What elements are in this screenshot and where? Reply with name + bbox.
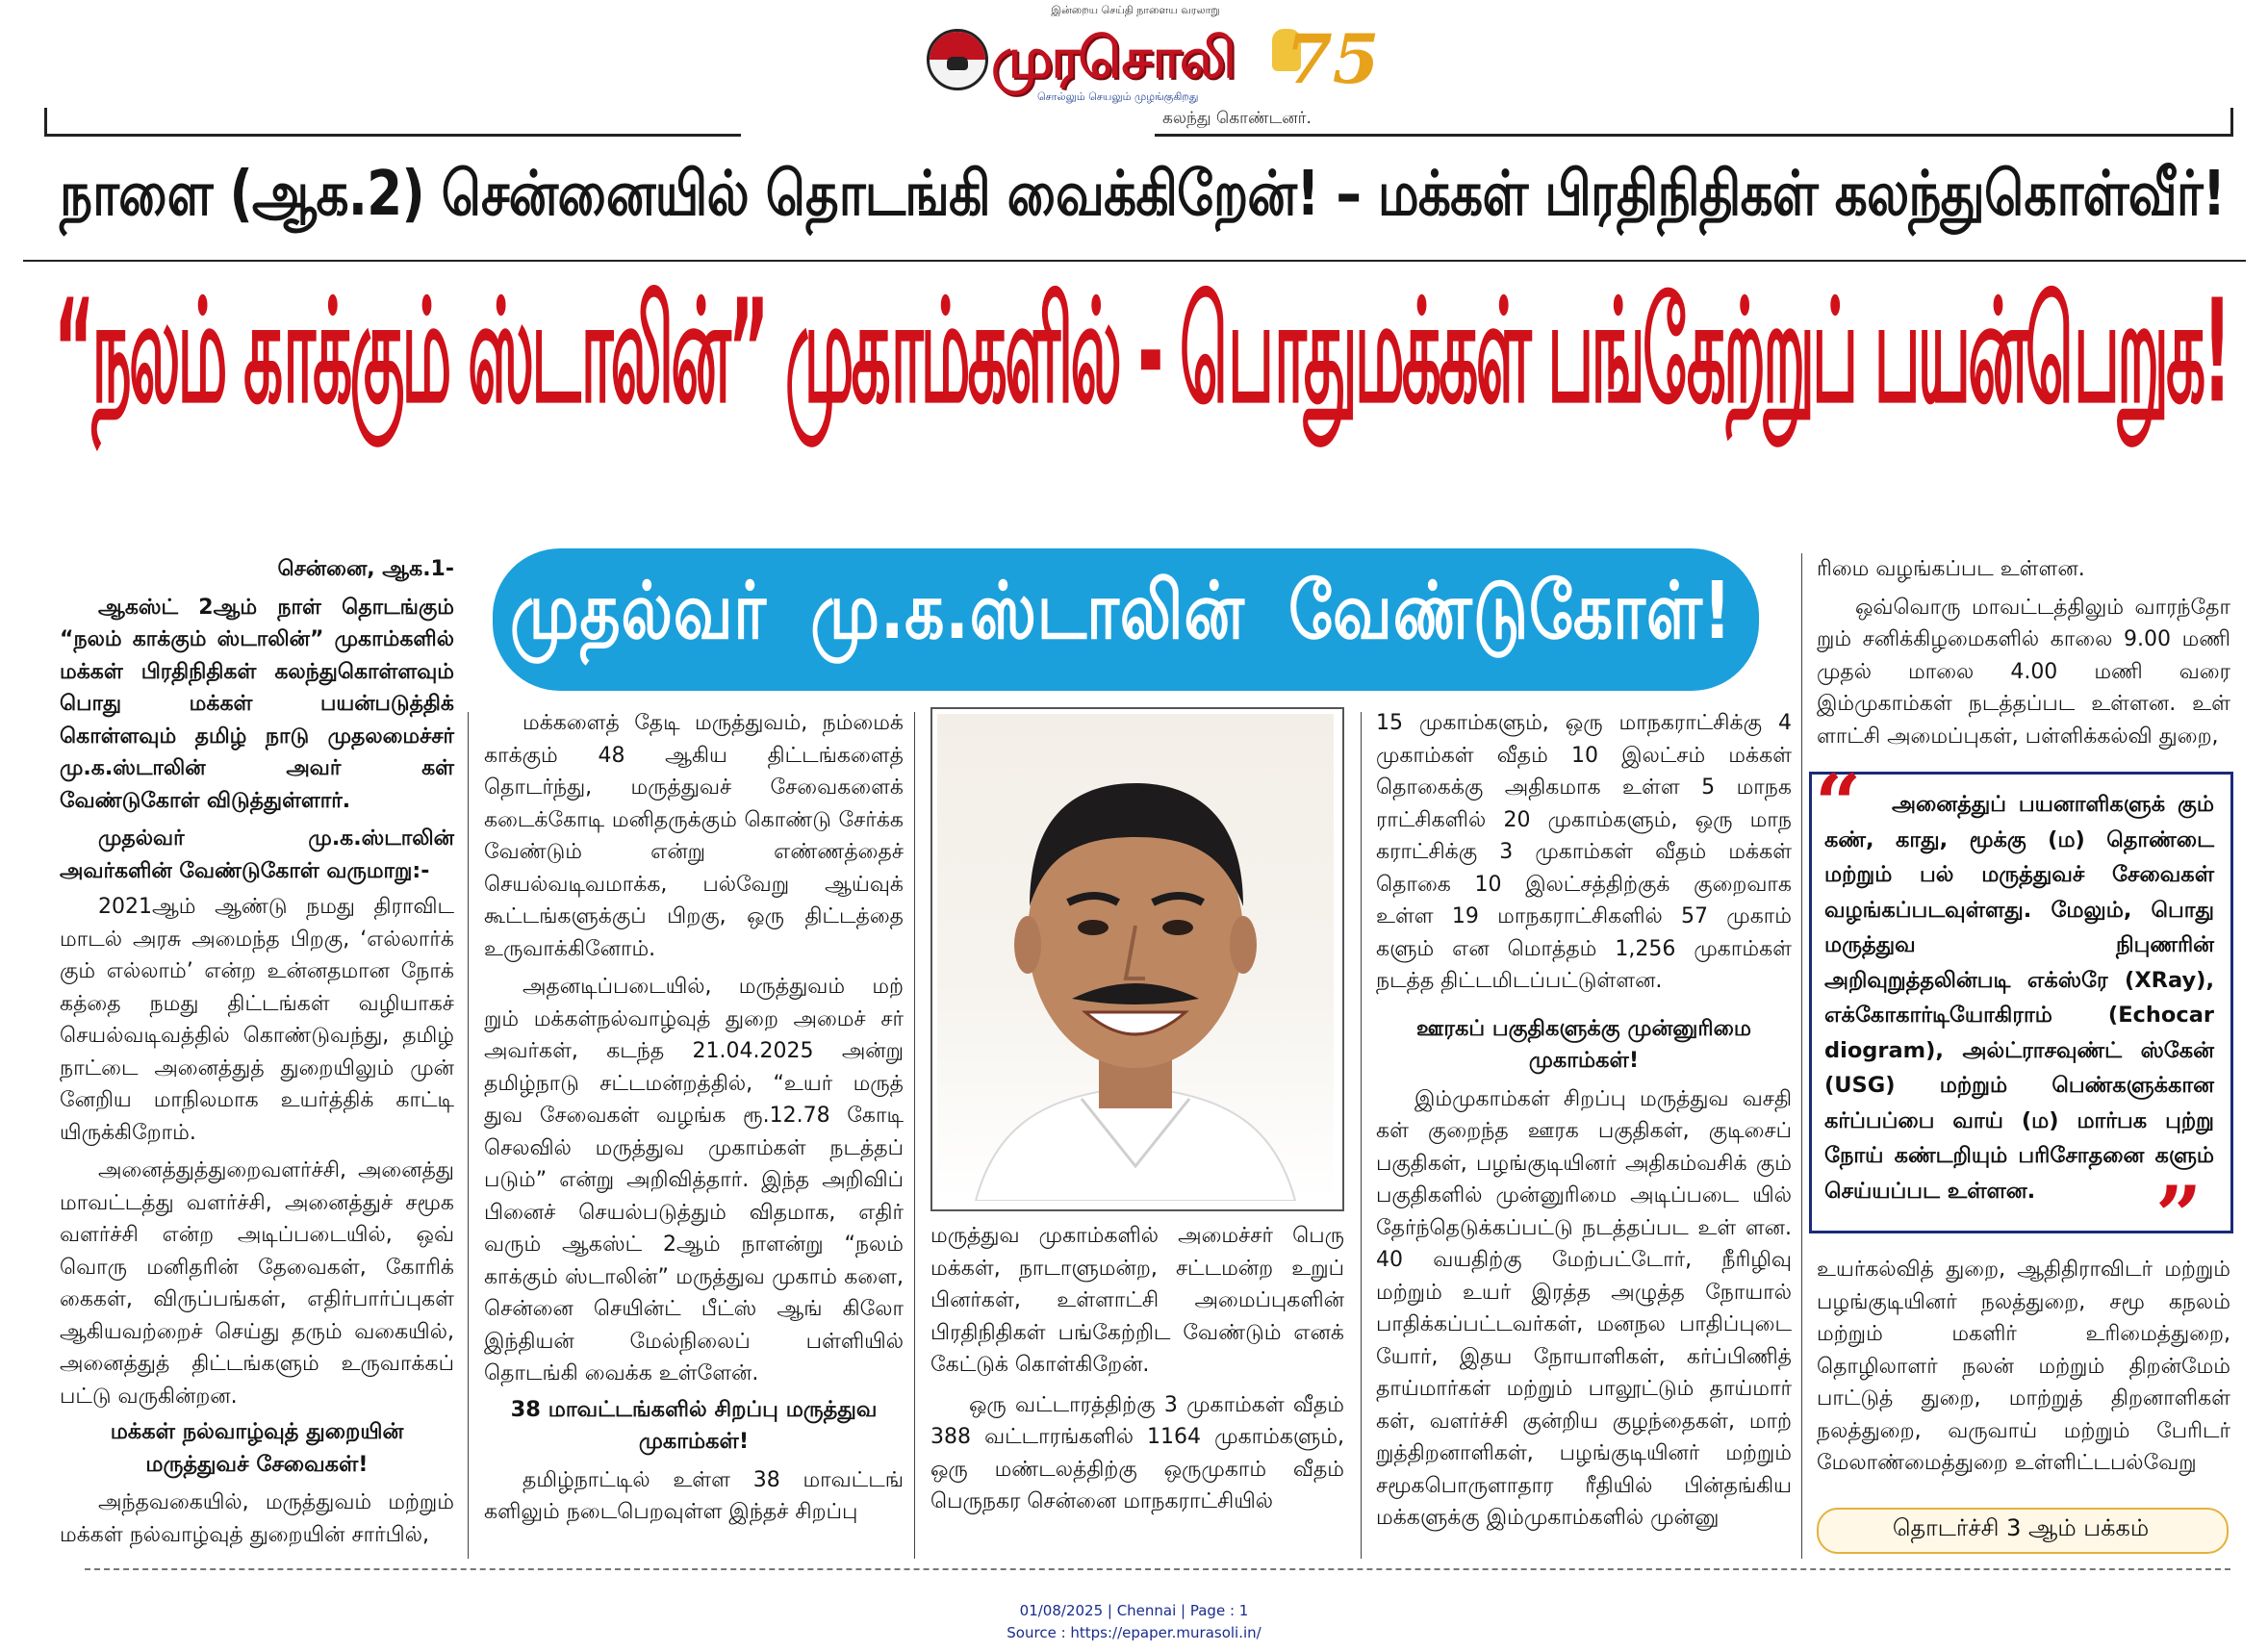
column-rule	[1361, 712, 1362, 1559]
paragraph: ஒரு வட்டாரத்திற்கு 3 முகாம்கள் வீதம் 388 வட்டாரங்களில் 1164 முகாம்களும், ஒரு மண்டலத்திற்கு ஒருமுகாம் வீதம் பெருநகர சென்னை மாநகராட்சியில்	[930, 1392, 1344, 1513]
column-rule	[468, 712, 469, 1559]
section-subheading: மக்கள் நல்வாழ்வுத் துறையின் மருத்துவச் சேவைகள்!	[110, 1419, 404, 1477]
chief-minister-photo	[937, 714, 1334, 1201]
kicker-headline: நாளை (ஆக.2) சென்னையில் தொடங்கி வைக்கிறேன்! – மக்கள் பிரதிநிதிகள் கலந்துகொள்வீர்!	[60, 159, 2226, 230]
paragraph: மருத்துவ முகாம்களில் அமைச்சர் பெரு மக்கள், நாடாளுமன்ற, சட்டமன்ற உறுப் பினர்கள், உள்ளாட்சி அமைப்புகளின் பிரதிநிதிகள் பங்கேற்றிட வேண்டும் எனக் கேட்டுக் கொள்கிறேன்.	[930, 1224, 1344, 1377]
top-strip-border-left	[44, 108, 741, 137]
paragraph: 2021ஆம் ஆண்டு நமது திராவிட மாடல் அரசு அமைந்த பிறகு, ‘எல்லார்க் கும் எல்லாம்’ என்ற உன்னதமான நோக் கத்தை நமது திட்டங்கள் வழியாகச் செயல்வடிவத்தில் கொண்டுவந்து, தமிழ் நாட்டை அனைத்துத் துறையிலும் முன் னேறிய மாநிலமாக உயர்த்திக் காட்டி யிருக்கிறோம்.	[60, 895, 454, 1145]
paragraph: அனைத்துத்துறைவளர்ச்சி, அனைத்து மாவட்டத்து வளர்ச்சி, அனைத்துச் சமூக வளர்ச்சி என்ற அடிப்படையில், ஒவ் வொரு மனிதரின் தேவைகள், கோரிக் கைகள், விருப்பங்கள், எதிர்பார்ப்புகள் ஆகியவற்றைச் செய்து தரும் வகையில், அனைத்துத் திட்டங்களும் உருவாக்கப் பட்டு வருகின்றன.	[60, 1158, 454, 1409]
column-rule	[1801, 553, 1802, 1559]
party-emblem-icon	[927, 29, 988, 90]
continued-label: தொடர்ச்சி 3 ஆம் பக்கம்	[1892, 1514, 2150, 1541]
article-column-5-continued	[1817, 1254, 2230, 1480]
open-quote-icon: “	[1815, 756, 1862, 851]
paragraph: தமிழ்நாட்டில் உள்ள 38 மாவட்டங் களிலும் நடைபெறவுள்ள இந்தச் சிறப்பு	[484, 1467, 904, 1524]
paragraph: 15 முகாம்களும், ஒரு மாநகராட்சிக்கு 4 முகாம்கள் வீதம் 10 இலட்சம் மக்கள் தொகைக்கு அதிகமாக உள்ள 5 மாநக ராட்சிகளில் 20 முகாம்களும், ஒரு மாந கராட்சிக்கு 3 முகாம்கள் வீதம் மக்கள் தொகை 10 இலட்சத்திற்குக் குறைவாக உள்ள 19 மாநகராட்சிகளில் 57 முகாம் களும் என மொத்தம் 1,256 முகாம்கள் நடத்த திட்டமிடப்பட்டுள்ளன.	[1376, 711, 1792, 993]
article-column-4	[1376, 707, 1792, 1535]
paragraph: மக்களைத் தேடி மருத்துவம், நம்மைக் காக்கும் 48 ஆகிய திட்டங்களைத் தொடர்ந்து, மருத்துவச் சேவைகளைக் கடைக்கோடி மனிதருக்கும் கொண்டு சேர்க்க வேண்டும் என்று எண்ணத்தைச் செயல்வடிவமாக்க, பல்வேறு ஆய்வுக் கூட்டங்களுக்குப் பிறகு, ஒரு திட்டத்தை உருவாக்கினோம்.	[484, 711, 904, 961]
top-strip-border-right	[1155, 108, 2233, 137]
close-quote-icon: ”	[2155, 1168, 2203, 1263]
footer-divider	[85, 1568, 2230, 1570]
anniversary-badge: 75	[1286, 19, 1380, 99]
lead-paragraph: முதல்வர் மு.க.ஸ்டாலின் அவர்களின் வேண்டுகோள் வருமாறு:-	[60, 826, 454, 883]
footer-source: Source : https://epaper.murasoli.in/	[1007, 1624, 1261, 1641]
logo-subtitle: சொல்லும் செயலும் முழங்குகிறது	[1037, 90, 1199, 103]
dateline: சென்னை, ஆக.1-	[277, 557, 454, 581]
footer-edition-info: 01/08/2025 | Chennai | Page : 1	[1019, 1602, 1249, 1619]
paragraph: அந்தவகையில், மருத்துவம் மற்றும் மக்கள் நல்வாழ்வுத் துறையின் சார்பில்,	[60, 1490, 454, 1547]
pull-quote-text: அனைத்துப் பயனாளிகளுக் கும் கண், காது, மூக்கு (ம) தொண்டை மற்றும் பல் மருத்துவச் சேவைகள் வழங்கப்படவுள்ளது. மேலும், பொது மருத்துவ நிபுணரின் அறிவுறுத்தலின்படி எக்ஸ்ரே (XRay), எக்கோகார்டியோகிராம் (Echocar diogram), அல்ட்ராசவுண்ட் ஸ்கேன் (USG) மற்றும் பெண்களுக்கான கர்ப்பப்பை வாய் (ம) மார்பக புற்று நோய் கண்டறியும் பரிசோதனை களும் செய்யப்பட உள்ளன.	[1824, 792, 2214, 1204]
article-column-1	[60, 553, 454, 1551]
kicker-divider	[23, 260, 2246, 262]
paragraph: ஒவ்வொரு மாவட்டத்திலும் வாரந்தோ றும் சனிக்கிழமைகளில் காலை 9.00 மணி முதல் மாலை 4.00 மணி வரை இம்முகாம்கள் நடத்தப்பட உள்ளன. உள் ளாட்சி அமைப்புகள், பள்ளிக்கல்வி துறை,	[1817, 595, 2230, 749]
intro-paragraph: ஆகஸ்ட் 2ஆம் நாள் தொடங்கும் “நலம் காக்கும் ஸ்டாலின்” முகாம்களில் மக்கள் பிரதிநிதிகள் கலந்துகொள்ளவும் பொது மக்கள் பயன்படுத்திக் கொள்ளவும் தமிழ் நாடு முதலமைச்சர் மு.க.ஸ்டாலின் அவர் கள் வேண்டுகோள் விடுத்துள்ளார்.	[60, 595, 454, 813]
section-subheading: 38 மாவட்டங்களில் சிறப்பு மருத்துவ முகாம்கள்!	[510, 1396, 878, 1454]
masthead-tagline: இன்றைய செய்தி நாளைய வரலாறு	[1051, 4, 1220, 16]
newspaper-logo: முரசொலி	[991, 25, 1235, 90]
article-column-2	[484, 707, 904, 1529]
portrait-illustration	[937, 714, 1334, 1201]
article-column-3	[930, 1220, 1344, 1518]
article-column-5	[1817, 553, 2230, 752]
section-subheading: ஊரகப் பகுதிகளுக்கு முன்னுரிமை முகாம்கள்!	[1416, 1015, 1751, 1073]
column-rule	[914, 712, 915, 1559]
subhead-banner-text: முதல்வர் மு.க.ஸ்டாலின் வேண்டுகோள்!	[510, 566, 1733, 657]
paragraph: உயர்கல்வித் துறை, ஆதிதிராவிடர் மற்றும் பழங்குடியினர் நலத்துறை, சமூ கநலம் மற்றும் மகளிர் உரிமைத்துறை, தொழிலாளர் நலன் மற்றும் திறன்மேம் பாட்டுத் துறை, மாற்றுத் திறனாளிகள் நலத்துறை, வருவாய் மற்றும் பேரிடர் மேலாண்மைத்துறை உள்ளிட்டபல்வேறு	[1817, 1258, 2230, 1475]
previous-article-tail: கலந்து கொண்டனர்.	[1162, 109, 1312, 128]
main-headline: “நலம் காக்கும் ஸ்டாலின்” முகாம்களில் - பொதுமக்கள் பங்கேற்றுப் பயன்பெறுக!	[54, 268, 2229, 436]
paragraph: இம்முகாம்கள் சிறப்பு மருத்துவ வசதி கள் குறைந்த ஊரக பகுதிகள், குடிசைப் பகுதிகள், பழங்குடியினர் அதிகம்வசிக் கும் பகுதிகளில் முன்னுரிமை அடிப்படை யில் தேர்ந்தெடுக்கப்பட்டு நடத்தப்பட உள் ளன. 40 வயதிற்கு மேற்பட்டோர், நீரிழிவு மற்றும் உயர் இரத்த அழுத்த நோயால் பாதிக்கப்பட்டவர்கள், மனநல பாதிப்புடை யோர், இதய நோயாளிகள், கர்ப்பிணித் தாய்மார்கள் மற்றும் பாலூட்டும் தாய்மார் கள், வளர்ச்சி குன்றிய குழந்தைகள், மாற் றுத்திறனாளிகள், பழங்குடியினர் மற்றும் சமூகபொருளாதார ரீதியில் பின்தங்கிய மக்களுக்கு இம்முகாம்களில் முன்னு	[1376, 1086, 1792, 1530]
paragraph: ரிமை வழங்கப்பட உள்ளன.	[1817, 557, 2085, 581]
paragraph: அதனடிப்படையில், மருத்துவம் மற் றும் மக்கள்நல்வாழ்வுத் துறை அமைச் சர் அவர்கள், கடந்த 21.04.2025 அன்று தமிழ்நாடு சட்டமன்றத்தில், “உயர் மருத் துவ சேவைகள் வழங்க ரூ.12.78 கோடி செலவில் மருத்துவ முகாம்கள் நடத்தப் படும்” என்று அறிவித்தார். இந்த அறிவிப் பினைச் செயல்படுத்தும் விதமாக, எதிர் வரும் ஆகஸ்ட் 2ஆம் நாளன்று “நலம் காக்கும் ஸ்டாலின்” மருத்துவ முகாம் களை, சென்னை செயின்ட் பீட்ஸ் ஆங் கிலோ இந்தியன் மேல்நிலைப் பள்ளியில் தொடங்கி வைக்க உள்ளேன்.	[484, 975, 904, 1385]
